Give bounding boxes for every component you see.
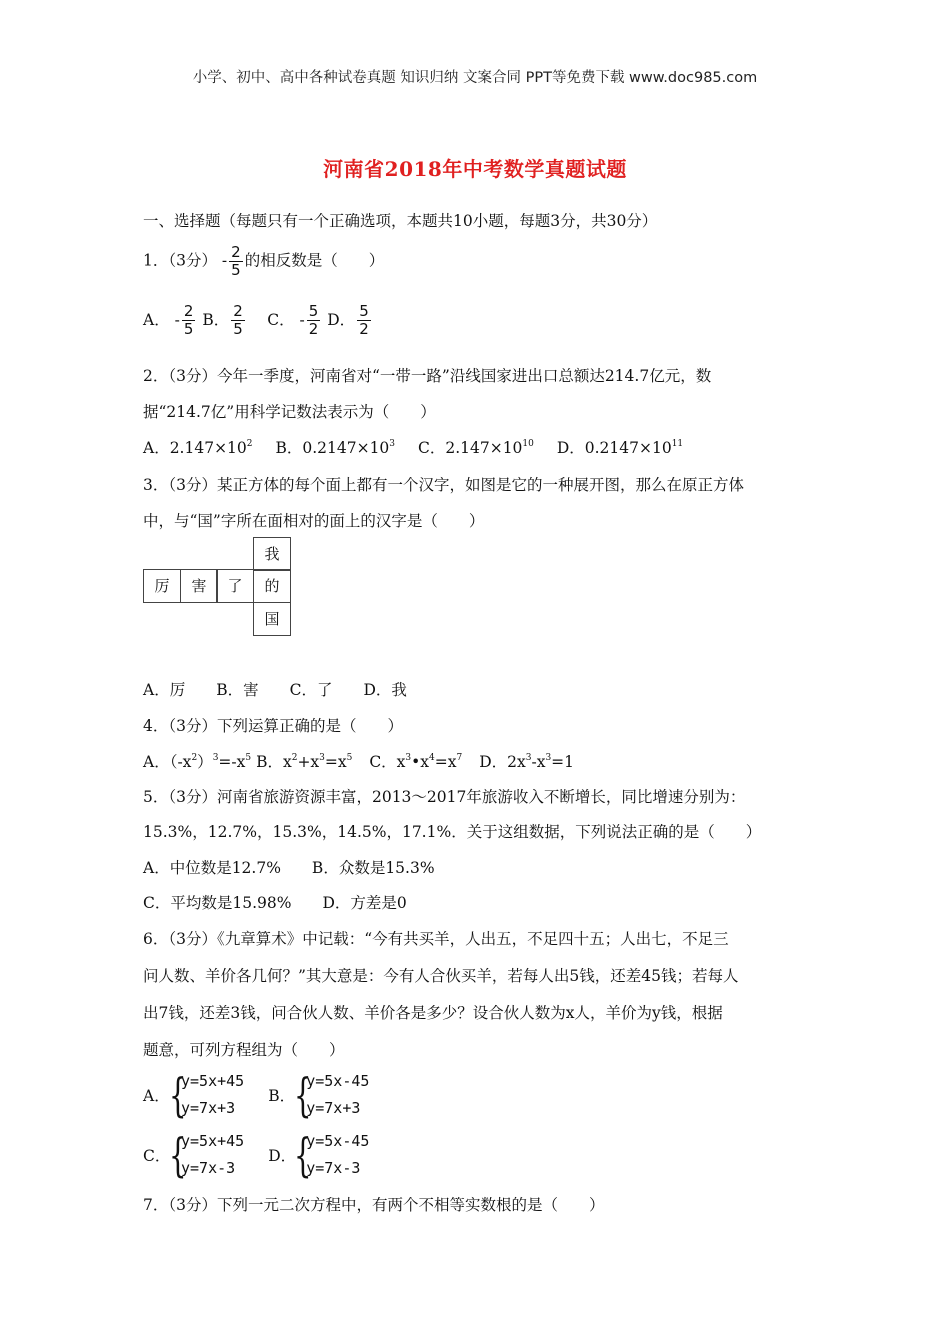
q4-option-d: D．$2x^3-x^3=1$	[479, 753, 575, 771]
net-cell-wo: 我	[253, 537, 291, 571]
page-header: 小学、初中、高中各种试卷真题 知识归纳 文案合同 PPT等免费下载 www.doc985.com	[192, 70, 758, 86]
q1-option-c: C． - $\frac{5}{2}$	[267, 302, 319, 338]
q5-line-1: 5．（3分）河南省旅游资源丰富，2013～2017年旅游收入不断增长，同比增速分别为：	[143, 788, 746, 806]
net-cell-hai: 害	[180, 569, 218, 603]
q2-option-c: C．$2.147\times 10^{10}$	[417, 439, 534, 457]
q6-options-cd	[143, 1128, 369, 1182]
q6-line-1: 6．（3分）《九章算术》中记载：“今有共买羊，人出五，不足四十五；人出七，不足三	[143, 930, 729, 948]
q1-fraction: $\frac{2}{5}$	[231, 243, 241, 279]
q2-option-a: A．$2.147\times 10^2$	[143, 439, 253, 457]
q4-option-b: B．$x^2+x^3=x^5$	[256, 753, 353, 771]
q1-option-a: A． - $\frac{2}{5}$	[143, 302, 194, 338]
q1-suffix: 的相反数是（ ）	[244, 251, 385, 270]
question-1	[143, 244, 384, 279]
net-cell-guo: 国	[253, 602, 291, 636]
q6-option-a-label: A．	[143, 1087, 170, 1105]
q6-option-d-system: { y=5x-45 y=7x-3	[294, 1128, 370, 1182]
page-title: 河南省2018年中考数学真题试题	[323, 157, 627, 181]
q2-option-b: B．$0.2147\times 10^3$	[275, 439, 396, 457]
q4-line: 4．（3分）下列运算正确的是（ ）	[143, 717, 403, 735]
q4-options	[143, 750, 574, 772]
q3-line-1: 3．（3分）某正方体的每个面上都有一个汉字，如图是它的一种展开图，那么在原正方体	[143, 476, 744, 494]
q3-options: A．厉 B．害 C．了 D．我	[143, 681, 407, 699]
q1-option-b: B． $\frac{2}{5}$	[202, 302, 243, 338]
q1-option-d: D． $\frac{5}{2}$	[327, 302, 369, 338]
q5-options-cd: C．平均数是15.98% D．方差是0	[143, 894, 407, 912]
q3-line-2: 中，与“国”字所在面相对的面上的汉字是（ ）	[143, 512, 485, 530]
q6-option-c-system: { y=5x+45 y=7x-3	[169, 1128, 245, 1182]
q6-options-ab	[143, 1068, 369, 1122]
q4-option-a: A．$(-x^2)^3=-x^5$	[143, 753, 252, 771]
q2-line-2: 据“214.7亿”用科学记数法表示为（ ）	[143, 403, 436, 421]
q6-option-a-system: { y=5x+45 y=7x+3	[169, 1068, 245, 1122]
q5-line-2: 15.3%，12.7%，15.3%，14.5%，17.1%．关于这组数据，下列说法正确的是（ ）	[143, 823, 762, 841]
q6-option-b-system: { y=5x-45 y=7x+3	[294, 1068, 370, 1122]
q6-line-3: 出7钱，还差3钱，问合伙人数、羊价各是多少？设合伙人数为x人，羊价为y钱，根据	[143, 1004, 723, 1022]
q2-line-1: 2．（3分）今年一季度，河南省对“一带一路”沿线国家进出口总额达214.7亿元，数	[143, 367, 712, 385]
net-cell-le: 了	[216, 569, 254, 603]
q2-options	[143, 436, 701, 458]
q1-options	[143, 303, 373, 338]
q6-option-b-label: B．	[268, 1087, 296, 1105]
q6-line-2: 问人数、羊价各几何？”其大意是：今有人合伙买羊，若每人出5钱，还差45钱；若每人	[143, 967, 739, 985]
q6-line-4: 题意，可列方程组为（ ）	[143, 1041, 345, 1059]
q2-option-d: D．$0.2147\times 10^{11}$	[556, 439, 684, 457]
q7-line: 7．（3分）下列一元二次方程中，有两个不相等实数根的是（ ）	[143, 1196, 605, 1214]
q1-prefix: 1．（3分） -	[143, 251, 228, 270]
net-cell-de: 的	[253, 569, 291, 603]
net-cell-li: 厉	[143, 569, 181, 603]
q4-option-c: C．$x^3•x^4=x^7$	[369, 753, 463, 771]
q5-options-ab: A．中位数是12.7% B．众数是15.3%	[143, 859, 435, 877]
q6-option-c-label: C．	[143, 1147, 171, 1165]
q6-option-d-label: D．	[268, 1147, 297, 1165]
section-heading: 一、选择题（每题只有一个正确选项，本题共10小题，每题3分，共30分）	[143, 212, 658, 230]
